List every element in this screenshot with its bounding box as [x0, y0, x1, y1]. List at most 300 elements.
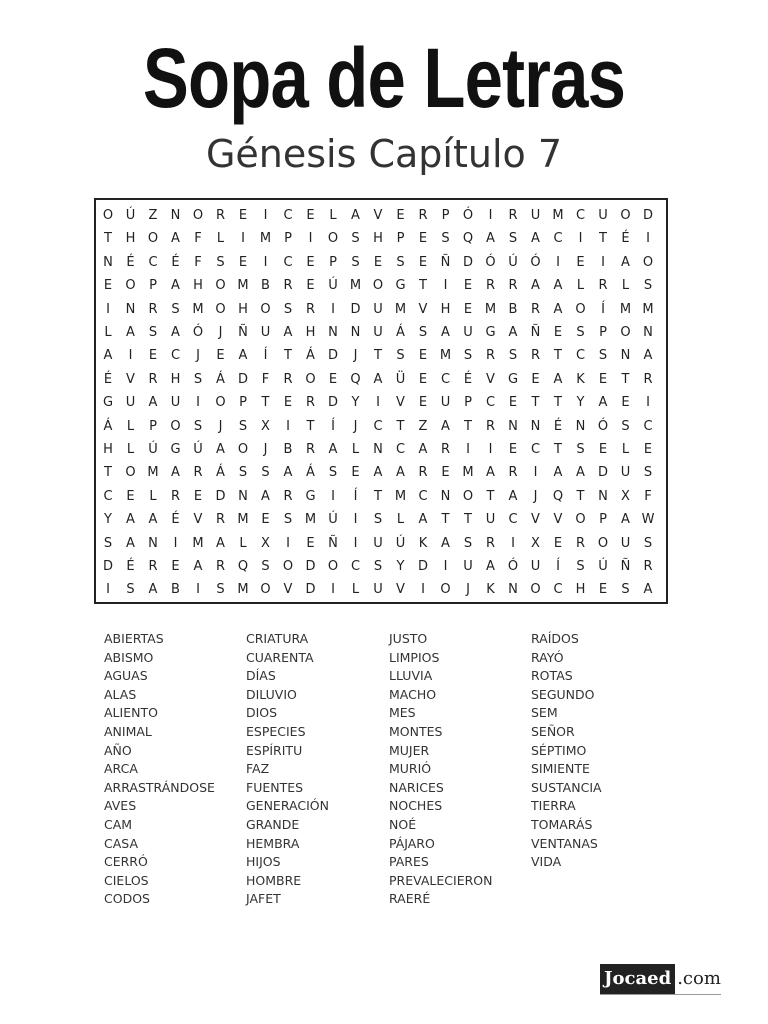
grid-letter: É	[126, 254, 135, 270]
grid-letter: L	[126, 418, 135, 434]
grid-row	[96, 461, 666, 484]
grid-letter: I	[466, 442, 470, 457]
grid-letter: U	[170, 395, 181, 411]
grid-letter: D	[237, 371, 248, 387]
grid-letter: A	[148, 395, 158, 411]
grid-letter: P	[464, 395, 472, 411]
grid-letter: S	[373, 512, 383, 528]
grid-letter: A	[396, 465, 405, 481]
grid-letter: J	[533, 488, 538, 504]
grid-letter: A	[486, 465, 495, 481]
grid-letter: C	[508, 512, 518, 528]
grid-letter: N	[643, 325, 653, 340]
grid-letter: E	[306, 535, 315, 551]
grid-letter: X	[261, 535, 270, 551]
word-item: HIJOS	[246, 854, 281, 870]
word-item: JUSTO	[389, 631, 428, 646]
grid-letter: Z	[148, 208, 158, 223]
grid-letter: A	[553, 301, 563, 317]
grid-letter: S	[396, 254, 405, 270]
grid-letter: S	[148, 325, 158, 340]
grid-letter: T	[464, 512, 472, 528]
grid-letter: T	[486, 488, 495, 504]
grid-letter: E	[396, 208, 405, 223]
grid-letter: N	[598, 488, 608, 504]
grid-letter: G	[507, 371, 519, 387]
grid-letter: L	[329, 208, 337, 223]
grid-letter: E	[508, 395, 518, 411]
grid-letter: O	[170, 418, 181, 434]
grid-letter: A	[441, 418, 450, 434]
word-item: CASA	[104, 835, 138, 851]
word-item: MUJER	[389, 742, 430, 758]
grid-letter: B	[261, 278, 270, 294]
grid-letter: N	[170, 208, 181, 223]
grid-letter: V	[283, 582, 293, 598]
grid-letter: Ó	[192, 325, 204, 340]
grid-letter: Ú	[328, 278, 338, 294]
grid-letter: C	[418, 488, 428, 504]
word-list	[104, 630, 704, 920]
word-column	[531, 630, 602, 872]
grid-letter: S	[621, 418, 630, 434]
grid-letter: N	[530, 418, 541, 434]
grid-letter: J	[466, 582, 470, 598]
grid-letter: A	[328, 442, 338, 457]
grid-letter: F	[194, 231, 202, 247]
grid-letter: O	[125, 278, 136, 294]
word-item: FUENTES	[246, 779, 304, 795]
grid-letter: E	[418, 348, 428, 364]
word-item: ANIMAL	[104, 723, 152, 739]
grid-letter: N	[440, 488, 451, 504]
grid-letter: L	[126, 442, 135, 457]
grid-letter: S	[373, 559, 383, 574]
grid-letter: C	[553, 231, 563, 247]
grid-letter: C	[643, 418, 653, 434]
grid-letter: S	[576, 325, 585, 340]
grid-letter: Á	[216, 465, 225, 481]
grid-letter: E	[598, 442, 608, 457]
grid-letter: T	[576, 488, 585, 504]
grid-letter: D	[327, 395, 338, 411]
grid-letter: C	[148, 254, 158, 270]
grid-letter: I	[443, 278, 448, 294]
grid-letter: O	[620, 325, 631, 340]
grid-letter: R	[418, 465, 428, 481]
grid-letter: L	[621, 442, 630, 457]
grid-letter: T	[599, 231, 607, 247]
grid-letter: Q	[237, 559, 249, 574]
grid-letter: E	[553, 535, 563, 551]
grid-letter: N	[620, 348, 631, 364]
grid-letter: E	[103, 278, 113, 294]
grid-letter: R	[283, 371, 293, 387]
word-item: ARRASTRÁNDOSE	[104, 779, 215, 795]
grid-letter: Ü	[395, 371, 406, 387]
grid-letter: H	[440, 301, 451, 317]
grid-letter: D	[327, 348, 338, 364]
letter-grid	[94, 198, 668, 604]
grid-letter: H	[238, 301, 248, 317]
grid-letter: M	[484, 301, 497, 317]
word-item: MURIÓ	[389, 761, 432, 777]
grid-letter: T	[441, 512, 450, 528]
grid-letter: M	[394, 488, 407, 504]
word-item: ALIENTO	[104, 705, 158, 721]
word-item: JAFET	[246, 891, 281, 907]
grid-letter: E	[553, 325, 563, 340]
grid-letter: Q	[462, 231, 474, 247]
grid-letter: H	[305, 325, 316, 340]
word-item: NOÉ	[389, 816, 417, 832]
jocaed-logo[interactable]	[600, 964, 721, 995]
word-item: TOMARÁS	[531, 816, 593, 832]
grid-letter: S	[576, 559, 585, 574]
grid-letter: E	[621, 395, 630, 411]
word-item: VENTANAS	[531, 835, 598, 851]
grid-letter: T	[396, 418, 405, 434]
grid-letter: M	[439, 348, 452, 364]
grid-letter: S	[103, 535, 113, 551]
grid-letter: Y	[351, 395, 360, 411]
grid-letter: R	[530, 348, 541, 364]
grid-letter: S	[418, 325, 428, 340]
word-item: SEM	[531, 705, 558, 721]
grid-letter: A	[103, 348, 113, 364]
grid-letter: I	[488, 442, 493, 457]
grid-letter: N	[238, 488, 248, 504]
grid-letter: U	[125, 395, 136, 411]
grid-letter: N	[148, 535, 158, 551]
grid-letter: A	[508, 488, 518, 504]
word-item: DIOS	[246, 705, 278, 721]
grid-letter: O	[642, 254, 654, 270]
grid-letter: Ó	[530, 254, 541, 270]
grid-letter: M	[462, 465, 474, 481]
grid-letter: V	[531, 512, 540, 528]
grid-letter: T	[621, 371, 630, 387]
grid-letter: U	[620, 535, 631, 551]
grid-letter: I	[331, 301, 335, 317]
grid-letter: T	[104, 465, 112, 481]
grid-letter: N	[125, 301, 136, 317]
grid-letter: E	[598, 371, 608, 387]
grid-letter: A	[621, 512, 630, 528]
grid-letter: P	[284, 231, 292, 247]
grid-letter: P	[149, 418, 157, 434]
word-item: HEMBRA	[246, 835, 300, 851]
grid-letter: E	[306, 278, 315, 294]
word-item: FAZ	[246, 761, 270, 777]
grid-letter: J	[263, 442, 268, 457]
word-item: MES	[389, 705, 416, 721]
word-item: NOCHES	[389, 798, 443, 814]
grid-letter: A	[373, 465, 383, 481]
grid-letter: N	[373, 442, 383, 457]
word-item: ARCA	[104, 761, 138, 777]
grid-letter: R	[148, 559, 158, 574]
grid-letter: L	[216, 231, 225, 247]
word-item: ABIERTAS	[104, 631, 164, 646]
grid-row	[96, 321, 666, 344]
grid-letter: E	[508, 442, 518, 457]
grid-letter: E	[283, 395, 293, 411]
grid-letter: E	[531, 371, 540, 387]
grid-letter: K	[576, 371, 585, 387]
grid-letter: R	[508, 278, 518, 294]
grid-letter: U	[373, 582, 383, 598]
grid-letter: A	[643, 348, 653, 364]
grid-row	[96, 415, 666, 438]
grid-letter: A	[576, 465, 585, 481]
grid-letter: E	[463, 278, 473, 294]
grid-letter: A	[171, 325, 180, 340]
grid-letter: T	[374, 348, 382, 364]
grid-letter: B	[508, 301, 518, 317]
grid-letter: N	[328, 325, 338, 340]
grid-letter: C	[575, 208, 586, 223]
grid-row	[96, 578, 666, 601]
grid-letter: S	[261, 559, 270, 574]
grid-letter: R	[305, 395, 316, 411]
word-item: ABISMO	[104, 649, 154, 665]
grid-letter: L	[396, 512, 405, 528]
grid-letter: A	[553, 278, 563, 294]
grid-letter: T	[554, 442, 562, 457]
grid-letter: S	[621, 582, 630, 598]
grid-letter: Á	[306, 465, 315, 481]
grid-letter: S	[441, 231, 450, 247]
grid-letter: É	[171, 254, 180, 270]
grid-letter: A	[441, 325, 450, 340]
grid-letter: S	[216, 254, 225, 270]
grid-letter: D	[305, 582, 316, 598]
grid-letter: O	[215, 278, 226, 294]
grid-letter: X	[621, 488, 630, 504]
grid-letter: R	[508, 465, 518, 481]
grid-letter: I	[533, 465, 538, 481]
word-item: RAYÓ	[531, 649, 564, 665]
word-item: CAM	[104, 816, 133, 832]
grid-letter: H	[125, 231, 136, 247]
grid-letter: C	[103, 488, 113, 504]
grid-letter: O	[215, 301, 226, 317]
grid-letter: Ú	[148, 442, 158, 457]
grid-letter: Ó	[462, 208, 474, 223]
grid-letter: E	[373, 254, 383, 270]
grid-letter: S	[508, 348, 518, 364]
grid-letter: O	[462, 488, 474, 504]
grid-letter: E	[441, 465, 450, 481]
grid-letter: E	[216, 348, 225, 364]
grid-letter: E	[328, 371, 338, 387]
grid-letter: É	[553, 418, 563, 434]
word-item: CUARENTA	[246, 649, 314, 665]
grid-letter: I	[286, 535, 290, 551]
grid-row	[96, 344, 666, 367]
grid-letter: M	[259, 231, 272, 247]
grid-letter: A	[238, 348, 248, 364]
grid-letter: T	[306, 418, 315, 434]
word-column	[246, 630, 329, 909]
grid-letter: S	[351, 231, 360, 247]
grid-letter: I	[376, 395, 380, 411]
grid-letter: T	[419, 278, 427, 294]
grid-letter: F	[261, 371, 270, 387]
word-item: MONTES	[389, 723, 443, 739]
grid-letter: O	[575, 512, 586, 528]
grid-letter: A	[621, 254, 630, 270]
word-item: NARICES	[389, 779, 444, 795]
grid-letter: Y	[576, 395, 585, 411]
word-item: LIMPIOS	[389, 649, 440, 665]
grid-letter: M	[304, 512, 317, 528]
word-item: ROTAS	[531, 668, 573, 684]
grid-letter: Ñ	[328, 535, 338, 551]
grid-letter: D	[305, 559, 316, 574]
grid-letter: V	[553, 512, 563, 528]
word-item: AGUAS	[104, 668, 148, 684]
grid-letter: I	[106, 301, 110, 317]
grid-letter: T	[261, 395, 270, 411]
word-item: PREVALECIERON	[389, 872, 493, 888]
grid-letter: M	[642, 301, 654, 317]
word-item: RAÍDOS	[531, 631, 579, 646]
grid-letter: D	[642, 208, 653, 223]
word-item: PARES	[389, 854, 429, 870]
grid-letter: S	[508, 231, 518, 247]
grid-letter: R	[170, 488, 181, 504]
word-item: SÉPTIMO	[531, 742, 587, 758]
grid-letter: R	[485, 348, 496, 364]
grid-letter: A	[126, 325, 135, 340]
grid-letter: O	[260, 582, 271, 598]
grid-letter: C	[170, 348, 181, 364]
word-item: HOMBRE	[246, 872, 302, 888]
grid-letter: É	[126, 559, 135, 574]
grid-letter: Á	[306, 348, 315, 364]
grid-letter: S	[328, 465, 338, 481]
grid-letter: A	[508, 325, 518, 340]
grid-letter: C	[395, 442, 406, 457]
grid-letter: A	[283, 465, 293, 481]
grid-letter: O	[260, 301, 271, 317]
word-item: ALAS	[104, 686, 137, 702]
grid-letter: I	[263, 208, 268, 223]
grid-letter: G	[485, 325, 496, 340]
grid-letter: I	[488, 208, 493, 223]
grid-letter: A	[418, 442, 428, 457]
grid-letter: U	[373, 535, 383, 551]
grid-letter: A	[283, 325, 293, 340]
grid-letter: H	[170, 371, 181, 387]
grid-letter: A	[148, 512, 158, 528]
grid-letter: O	[575, 301, 586, 317]
word-item: GRANDE	[246, 816, 300, 832]
grid-letter: E	[238, 208, 248, 223]
grid-letter: F	[644, 488, 652, 504]
grid-letter: M	[619, 301, 632, 317]
grid-letter: E	[598, 582, 608, 598]
grid-letter: V	[193, 512, 203, 528]
grid-letter: E	[418, 231, 428, 247]
grid-letter: C	[530, 442, 541, 457]
grid-letter: A	[171, 231, 180, 247]
grid-letter: S	[283, 301, 293, 317]
grid-letter: X	[261, 418, 270, 434]
grid-letter: O	[372, 278, 384, 294]
word-column	[104, 630, 215, 909]
grid-letter: Á	[216, 371, 225, 387]
grid-letter: Í	[601, 301, 605, 317]
grid-letter: E	[171, 559, 180, 574]
grid-letter: S	[396, 348, 405, 364]
grid-letter: A	[373, 371, 383, 387]
grid-letter: I	[353, 535, 358, 551]
grid-letter: I	[353, 512, 358, 528]
grid-letter: E	[418, 371, 428, 387]
grid-row	[96, 274, 666, 297]
word-item: MACHO	[389, 686, 437, 702]
grid-letter: V	[396, 582, 405, 598]
grid-letter: Í	[556, 559, 560, 574]
grid-letter: Ú	[508, 254, 518, 270]
grid-letter: Ó	[597, 418, 609, 434]
grid-letter: S	[283, 512, 293, 528]
grid-letter: Y	[104, 512, 112, 528]
grid-letter: D	[462, 254, 473, 270]
grid-letter: C	[350, 559, 361, 574]
grid-letter: H	[373, 231, 383, 247]
grid-letter: C	[283, 254, 293, 270]
grid-letter: É	[621, 231, 630, 247]
grid-letter: E	[418, 395, 428, 411]
grid-letter: T	[531, 395, 540, 411]
grid-letter: N	[350, 325, 361, 340]
grid-letter: P	[329, 254, 337, 270]
grid-letter: N	[103, 254, 113, 270]
grid-row	[96, 438, 666, 461]
word-item: AÑO	[104, 742, 132, 758]
grid-letter: L	[239, 535, 247, 551]
grid-letter: P	[239, 395, 247, 411]
grid-letter: Ñ	[238, 325, 248, 340]
grid-letter: S	[238, 465, 248, 481]
word-item: PÁJARO	[389, 835, 435, 851]
grid-letter: A	[216, 535, 225, 551]
grid-letter: H	[103, 442, 113, 457]
grid-letter: R	[148, 371, 158, 387]
grid-letter: U	[440, 395, 451, 411]
grid-letter: A	[148, 582, 158, 598]
grid-letter: O	[305, 371, 316, 387]
grid-letter: G	[395, 278, 406, 294]
grid-letter: V	[486, 371, 495, 387]
grid-letter: S	[643, 465, 653, 481]
grid-letter: R	[508, 208, 518, 223]
grid-letter: A	[486, 559, 495, 574]
word-item: AVES	[104, 798, 137, 814]
word-item: CIELOS	[104, 872, 149, 888]
grid-letter: O	[282, 559, 294, 574]
grid-letter: S	[463, 348, 473, 364]
word-item: LLUVIA	[389, 668, 433, 684]
grid-letter: T	[554, 348, 562, 364]
word-item: CRIATURA	[246, 631, 309, 646]
grid-letter: O	[440, 582, 451, 598]
grid-letter: S	[171, 301, 180, 317]
